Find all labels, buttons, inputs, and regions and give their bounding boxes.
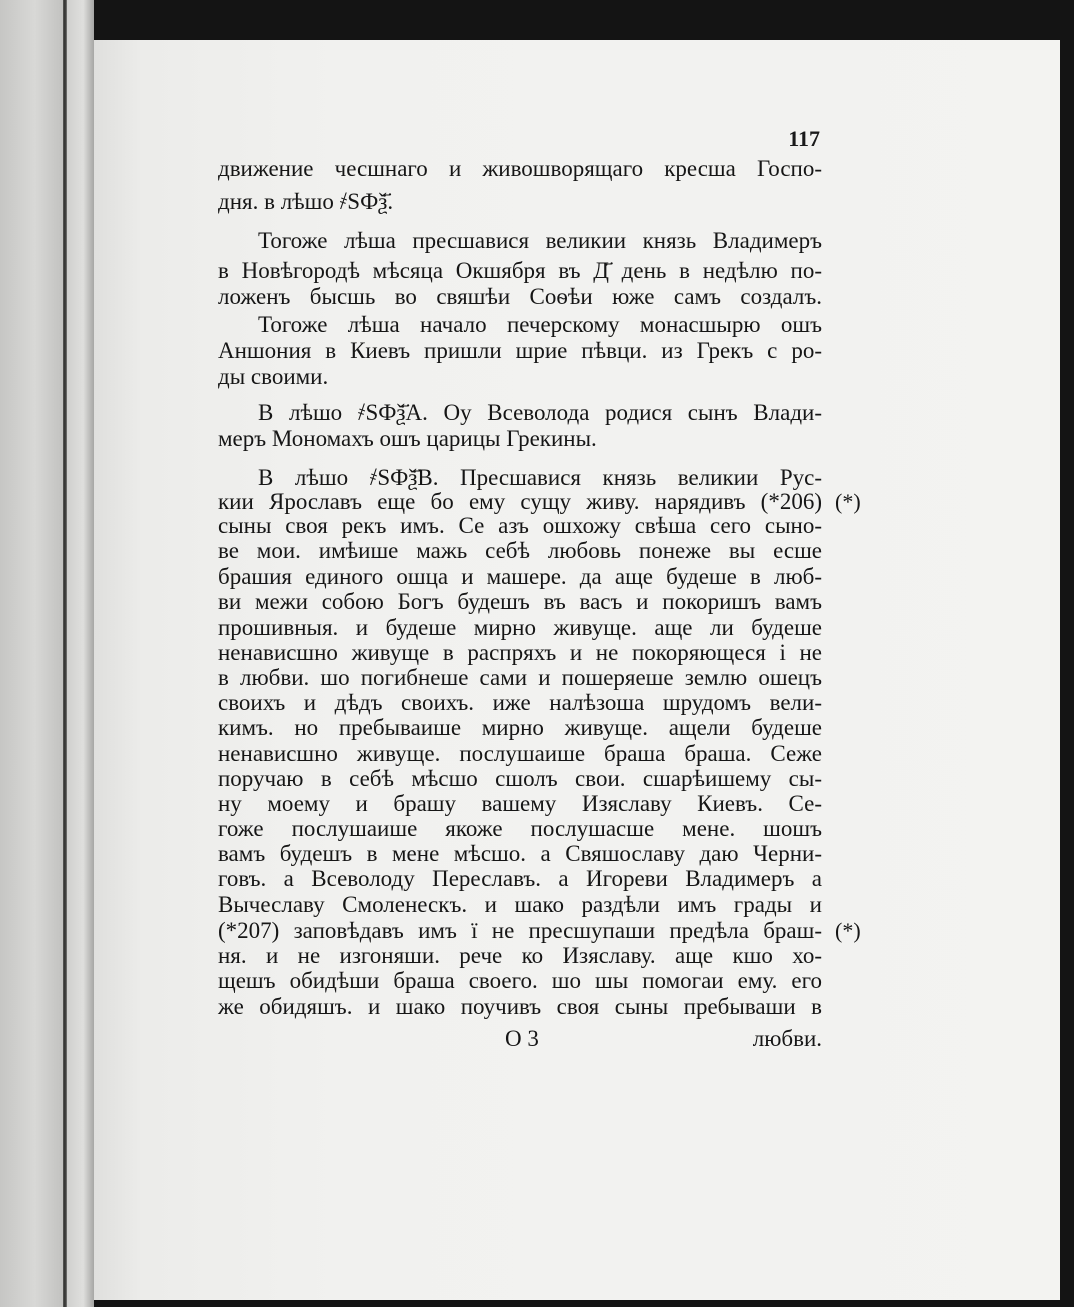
text-line: В лѣшо ҂ЅФѯ҃В. Пресшавися князь великии Рус-: [258, 465, 822, 490]
text-line: (*207) заповѣдавъ имъ ї не пресшупаши предѣла браш-: [218, 918, 822, 943]
text-line: в Новѣгородѣ мѣсяца Окшября въ Д҃ день в недѣлю по-: [218, 258, 822, 283]
book-page: [94, 40, 1060, 1300]
text-line: кимъ. но пребываише мирно живуще. ащели будеше: [218, 715, 822, 740]
text-line: ве мои. имѣише мажь себѣ любовь понеже вы есше: [218, 538, 822, 563]
margin-note: (*): [835, 489, 861, 514]
text-line: Вычеславу Смоленескъ. и шако раздѣли имъ грады и: [218, 892, 822, 917]
page-number: 117: [788, 126, 820, 151]
text-line: меръ Мономахъ ошъ царицы Грекины.: [218, 426, 597, 451]
catchword: любви.: [752, 1026, 822, 1051]
text-line: ня. и не изгоняши. рече ко Изяславу. аще кшо хо-: [218, 943, 822, 968]
text-line: Аншония в Киевъ пришли шрие пѣвци. из Грекъ с ро-: [218, 338, 822, 363]
text-line: дня. в лѣшо ҂ЅФѯ҃.: [218, 189, 394, 214]
facing-page-edge: [0, 0, 63, 1307]
text-line: гоже послушаише якоже послушасше мене. шошъ: [218, 816, 822, 841]
text-line: Тогоже лѣша начало печерскому монасшырю ошъ: [258, 312, 822, 337]
text-line: ложенъ бысшь во свяшѣи Соѳѣи юже самъ создалъ.: [218, 284, 822, 309]
text-line: вамъ будешъ в мене мѣсшо. а Свяшославу даю Черни-: [218, 841, 822, 866]
margin-note: (*): [835, 918, 861, 943]
text-line: ви межи собою Богъ будешъ въ васъ и покоришъ вамъ: [218, 589, 822, 614]
text-line: говъ. а Всеволоду Переславъ. а Игореви Владимеръ а: [218, 866, 822, 891]
text-line: кии Ярославъ еще бо ему сущу живу. нарядивъ (*206): [218, 489, 822, 514]
text-line: щешъ обидѣши браша своего. шо шы помогаи ему. его: [218, 968, 822, 993]
text-line: сыны своя рекъ имъ. Се азъ ошхожу свѣша сего сыно-: [218, 513, 822, 538]
text-line: ну моему и брашу вашему Изяславу Киевъ. Се-: [218, 791, 822, 816]
text-line: В лѣшо ҂ЅФѯ҃А. Оу Всеволода родися сынъ Влади-: [258, 400, 822, 425]
gutter: [67, 0, 94, 1307]
text-line: ды своими.: [218, 364, 329, 389]
text-line: ненависшно живуще. послушаише браша браша. Сеже: [218, 741, 822, 766]
text-line: своихъ и дѣдъ своихъ. иже налѣзоша шрудомъ вели-: [218, 690, 822, 715]
text-line: прошивныя. и будеше мирно живуще. аще ли будеше: [218, 615, 822, 640]
text-line: движение чесшнаго и живошворящаго кресша Госпо-: [218, 156, 822, 181]
text-line: в любви. шо погибнеше сами и пошеряеше землю ошецъ: [218, 665, 822, 690]
text-line: ненависшно живуще в распряхъ и не покоряющеся і не: [218, 640, 822, 665]
text-line: брашия единого ошца и машере. да аще будеше в люб-: [218, 564, 822, 589]
text-line: поручаю в себѣ мѣсшо сшолъ свои. сшарѣишему сы-: [218, 766, 822, 791]
signature-mark: О 3: [505, 1026, 539, 1051]
text-line: Тогоже лѣша пресшавися великии князь Владимеръ: [258, 228, 822, 253]
text-line: же обидяшъ. и шако поучивъ своя сыны пребываши в: [218, 994, 822, 1019]
